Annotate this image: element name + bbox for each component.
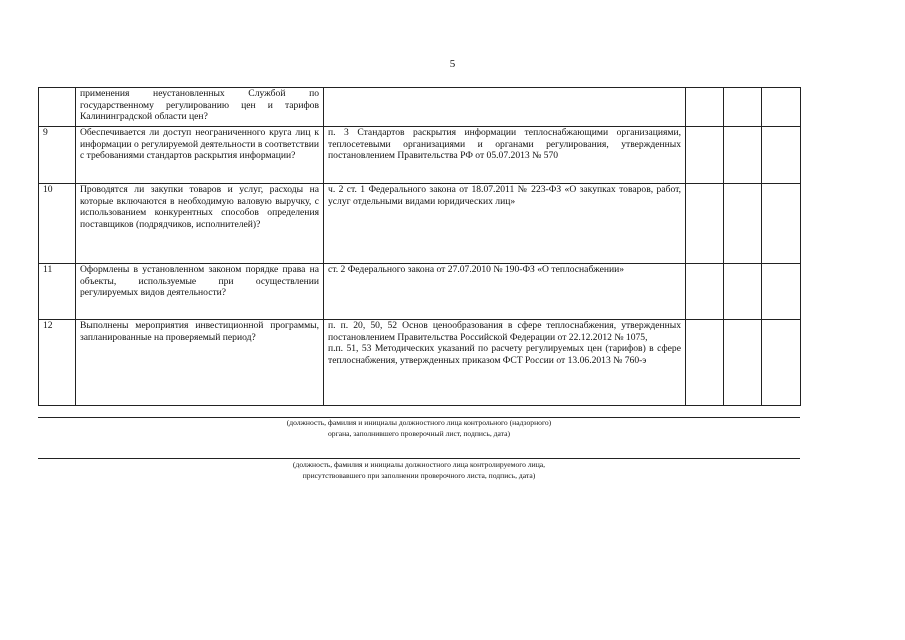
row-question: Оформлены в установленном законом порядке права на объекты, используемые при осуществлении регулируемых видов деятельности? [76,264,324,320]
caption-line: присутствовавшего при заполнении проверочного листа, подпись, дата) [302,470,536,480]
answer-cell-yes[interactable] [686,320,724,406]
row-legal-basis: ч. 2 ст. 1 Федерального закона от 18.07.2011 № 223-ФЗ «О закупках товаров, работ, услуг отдельными видами юридических лиц» [324,184,686,264]
table-row [39,184,801,264]
row-number: 10 [39,184,76,264]
row-legal-basis [324,88,686,127]
signature-line-controlled-person[interactable] [38,458,800,459]
row-legal-basis: ст. 2 Федерального закона от 27.07.2010 № 190-ФЗ «О теплоснабжении» [324,264,686,320]
caption-line: (должность, фамилия и инициалы должностного лица контролируемого лица, [292,460,546,469]
row-legal-basis [324,320,686,406]
table-row [39,127,801,184]
answer-cell-no[interactable] [724,88,762,127]
row-number: 11 [39,264,76,320]
caption-line: (должность, фамилия и инициалы должностного лица контрольного (надзорного) [286,418,552,427]
answer-cell-na[interactable] [762,184,801,264]
row-question: применения неустановленных Службой по государственному регулированию цен и тарифов Калининградской области цен? [76,88,324,127]
checklist-table [38,87,801,406]
table-row [39,264,801,320]
row-number: 9 [39,127,76,184]
row-number: 12 [39,320,76,406]
row-legal-basis: п. 3 Стандартов раскрытия информации теплоснабжающими организациями, теплосетевыми организациями и органами регулирования, утвержденных постановлением Правительства РФ от 05.07.2013 № 570 [324,127,686,184]
page-number: 5 [449,58,456,70]
answer-cell-no[interactable] [724,127,762,184]
answer-cell-na[interactable] [762,264,801,320]
signature-caption-inspector [38,418,800,439]
answer-cell-no[interactable] [724,184,762,264]
row-question: Выполнены мероприятия инвестиционной программы, запланированные на проверяемый период? [76,320,324,406]
caption-line: органа, заполнившего проверочный лист, подпись, дата) [328,428,510,438]
signature-caption-controlled-person [38,460,800,481]
answer-cell-no[interactable] [724,264,762,320]
row-question: Проводятся ли закупки товаров и услуг, расходы на которые включаются в необходимую валовую выручку, с использованием конкурентных способов определения поставщиков (подрядчиков, исполнителей)? [76,184,324,264]
answer-cell-yes[interactable] [686,88,724,127]
answer-cell-na[interactable] [762,320,801,406]
answer-cell-yes[interactable] [686,264,724,320]
answer-cell-na[interactable] [762,127,801,184]
row-question: Обеспечивается ли доступ неограниченного круга лиц к информации о регулируемой деятельности в соответствии с требованиями стандартов раскрытия информации? [76,127,324,184]
table-row [39,88,801,127]
row-number [39,88,76,127]
answer-cell-na[interactable] [762,88,801,127]
legal-basis-part-2: п.п. 51, 53 Методических указаний по расчету регулируемых цен (тарифов) в сфере теплоснабжения, утвержденных приказом ФСТ России от 13.06.2013 № 760-э [328,343,681,366]
answer-cell-yes[interactable] [686,127,724,184]
answer-cell-yes[interactable] [686,184,724,264]
answer-cell-no[interactable] [724,320,762,406]
table-row [39,320,801,406]
legal-basis-part-1: п. п. 20, 50, 52 Основ ценообразования в сфере теплоснабжения, утвержденных постановлением Правительства Российской Федерации от 22.12.2012 № 1075, [328,320,681,343]
